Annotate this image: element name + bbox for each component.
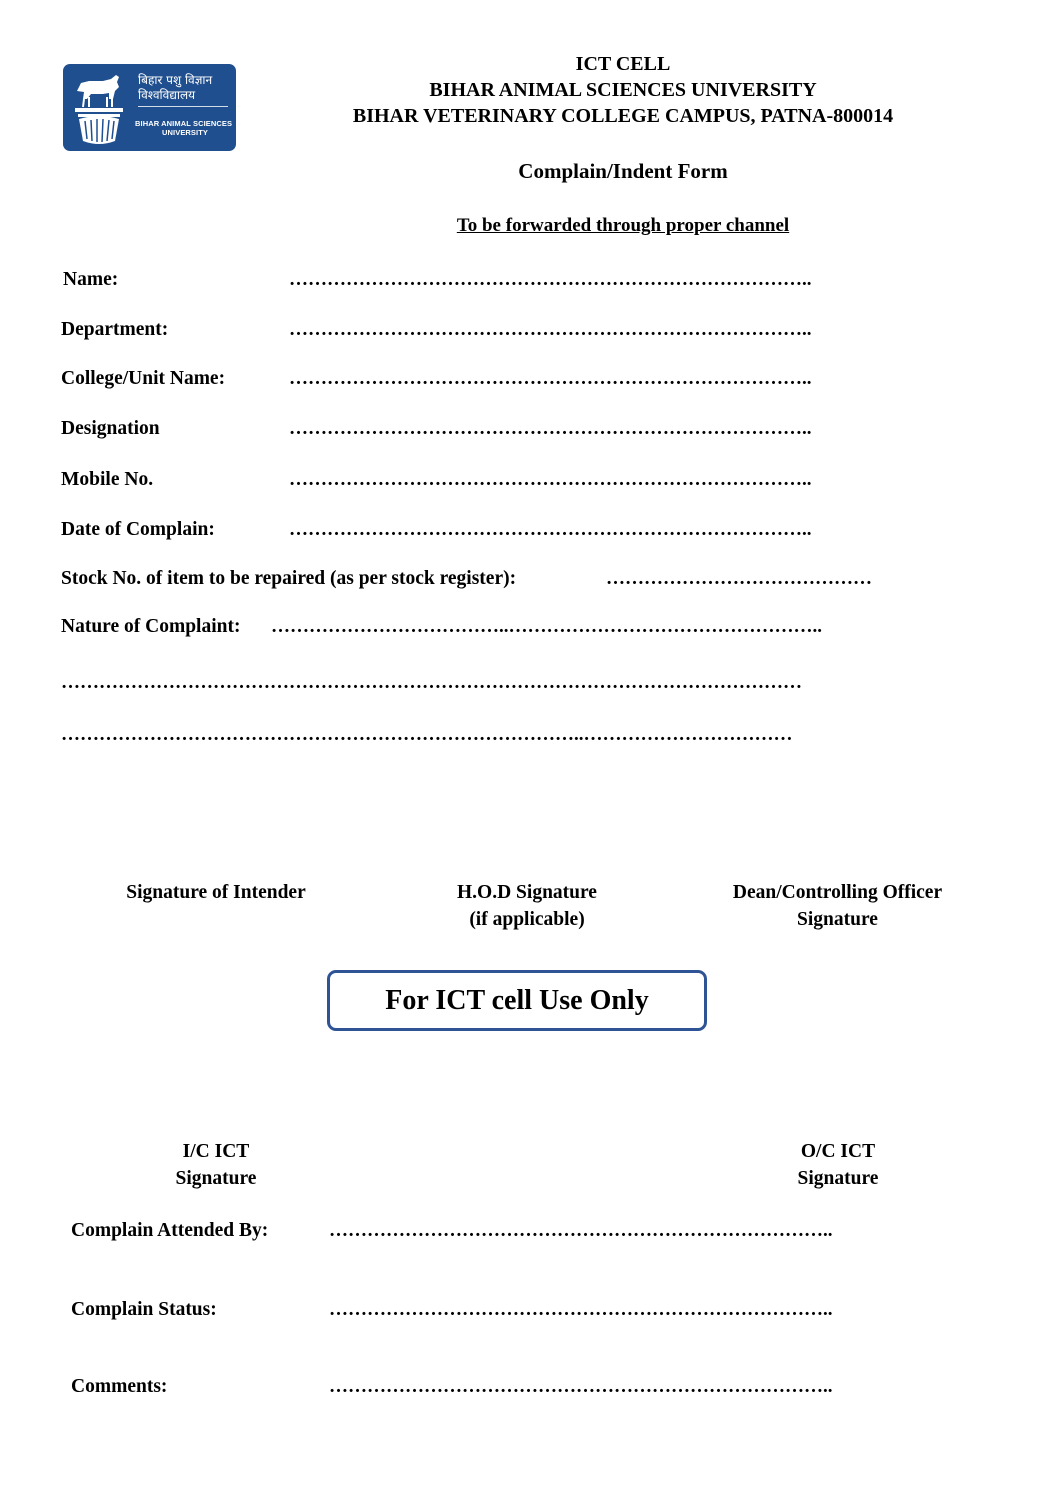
oc-ict-signature bbox=[758, 1138, 918, 1192]
attended-by-label: Complain Attended By: bbox=[71, 1220, 269, 1241]
ic-ict-signature bbox=[136, 1138, 296, 1192]
status-label: Complain Status: bbox=[71, 1299, 217, 1320]
ict-use-only-label: For ICT cell Use Only bbox=[385, 984, 649, 1016]
logo-english-line2: UNIVERSITY bbox=[162, 128, 209, 137]
ict-use-only-box bbox=[327, 970, 707, 1031]
nature-label: Nature of Complaint: bbox=[61, 616, 241, 637]
name-field[interactable]: ……………………………………………………………………….. bbox=[289, 269, 812, 290]
college-field[interactable]: ……………………………………………………………………….. bbox=[289, 368, 812, 389]
mobile-field[interactable]: ……………………………………………………………………….. bbox=[289, 469, 812, 490]
oc-ict-label: O/C ICT bbox=[800, 1141, 876, 1162]
forwarding-instruction: To be forwarded through proper channel bbox=[456, 215, 790, 236]
logo-hindi-line2: विश्वविद्यालय bbox=[138, 88, 196, 102]
bull-emblem-icon bbox=[69, 69, 129, 146]
stock-label: Stock No. of item to be repaired (as per stock register): bbox=[61, 568, 517, 589]
logo-divider bbox=[138, 106, 228, 107]
nature-field[interactable]: ………………………………..………………………………………….. bbox=[271, 616, 822, 637]
hod-signature bbox=[407, 879, 647, 933]
form-title: Complain/Indent Form bbox=[518, 159, 728, 183]
department-field[interactable]: ……………………………………………………………………….. bbox=[289, 319, 812, 340]
date-field[interactable]: ……………………………………………………………………….. bbox=[289, 519, 812, 540]
designation-label: Designation bbox=[61, 418, 160, 439]
comments-field[interactable]: …………………………………………………………………….. bbox=[329, 1376, 833, 1397]
department-label: Department: bbox=[61, 319, 169, 340]
oc-ict-signature-word: Signature bbox=[797, 1168, 879, 1189]
header-campus: BIHAR VETERINARY COLLEGE CAMPUS, PATNA-800014 bbox=[352, 105, 894, 127]
designation-field[interactable]: ……………………………………………………………………….. bbox=[289, 418, 812, 439]
university-logo bbox=[63, 64, 236, 151]
dean-signature-word: Signature bbox=[797, 909, 878, 930]
mobile-label: Mobile No. bbox=[61, 469, 154, 490]
stock-field[interactable]: …………………………………… bbox=[606, 568, 872, 589]
name-label: Name: bbox=[63, 269, 119, 290]
header-university: BIHAR ANIMAL SCIENCES UNIVERSITY bbox=[429, 79, 817, 101]
dean-signature-label: Dean/Controlling Officer bbox=[732, 882, 943, 903]
logo-english-line1: BIHAR ANIMAL SCIENCES bbox=[135, 119, 233, 128]
status-field[interactable]: …………………………………………………………………….. bbox=[329, 1299, 833, 1320]
header-ict-cell: ICT CELL bbox=[575, 53, 671, 75]
ic-ict-signature-word: Signature bbox=[175, 1168, 257, 1189]
hod-signature-label: H.O.D Signature bbox=[457, 882, 597, 903]
logo-hindi-line1: बिहार पशु विज्ञान bbox=[138, 73, 213, 87]
dean-signature bbox=[700, 879, 975, 933]
nature-field-line2[interactable]: ……………………………………………………………………………………………………… bbox=[61, 672, 802, 693]
comments-label: Comments: bbox=[71, 1376, 168, 1397]
college-label: College/Unit Name: bbox=[61, 368, 226, 389]
date-label: Date of Complain: bbox=[61, 519, 215, 540]
attended-by-field[interactable]: …………………………………………………………………….. bbox=[329, 1220, 833, 1241]
ic-ict-label: I/C ICT bbox=[182, 1141, 250, 1162]
hod-applicable-note: (if applicable) bbox=[469, 909, 585, 930]
nature-field-line3[interactable]: ………………………………………………………………………..…………………………… bbox=[61, 724, 793, 745]
intender-signature-label: Signature of Intender bbox=[126, 882, 306, 903]
intender-signature bbox=[96, 879, 336, 906]
